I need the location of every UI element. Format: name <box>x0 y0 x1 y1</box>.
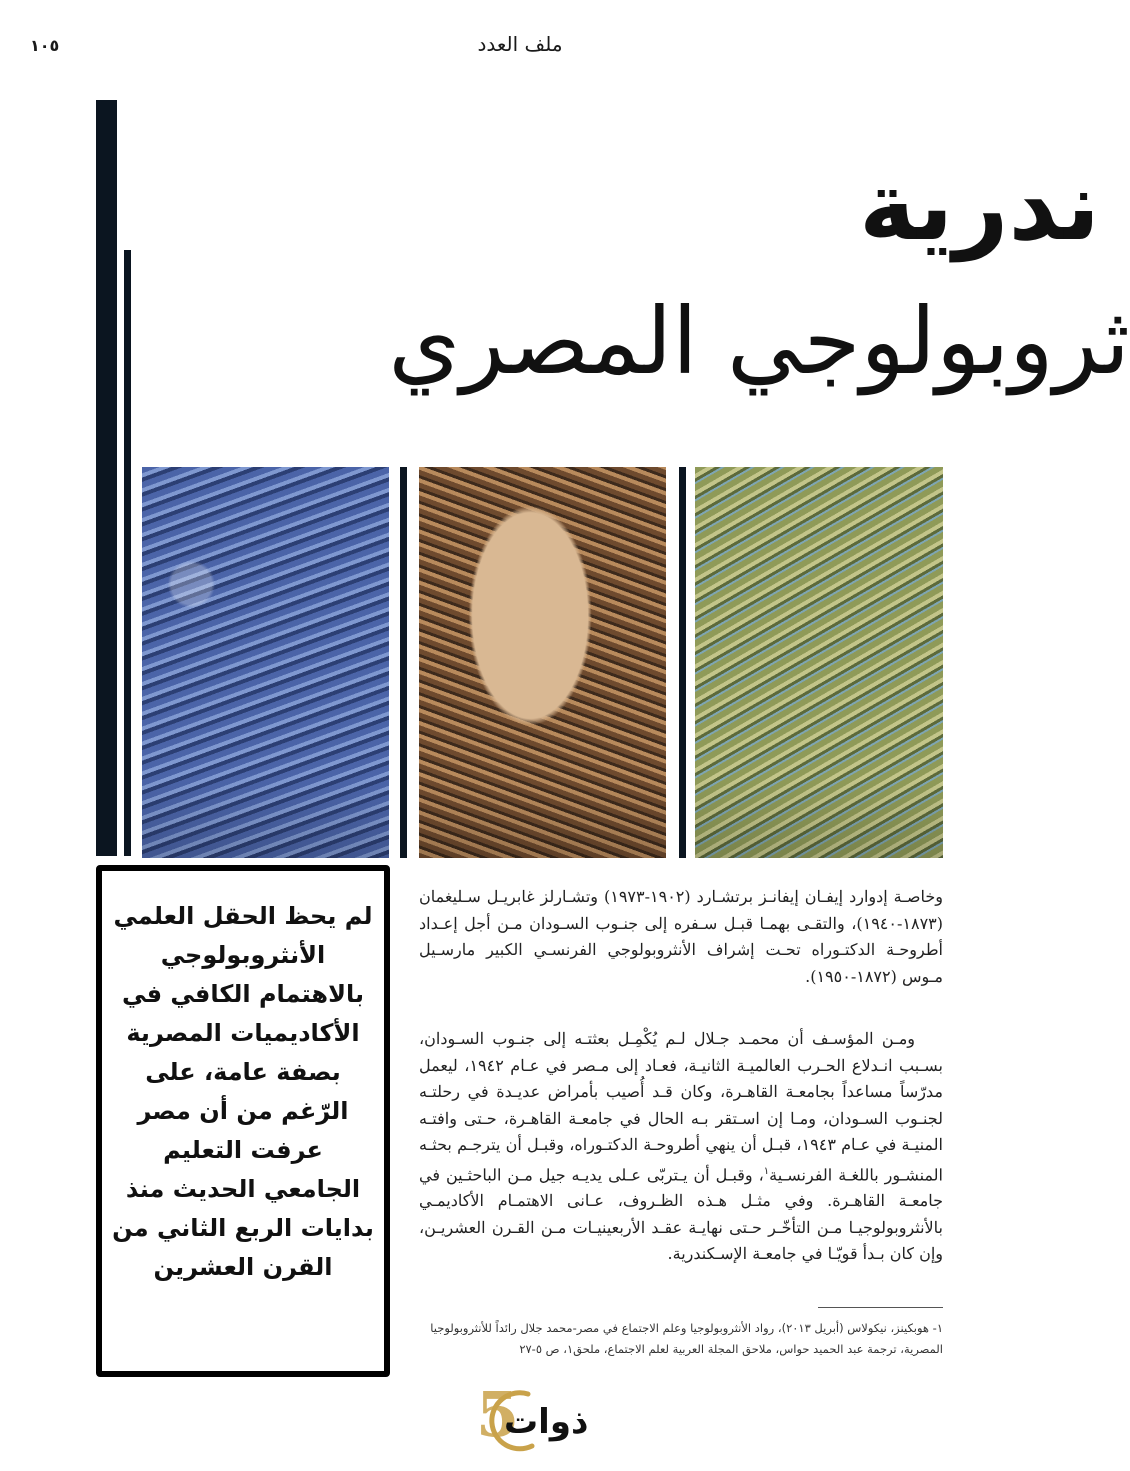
body-paragraph-2 <box>419 1026 943 1268</box>
footnote: ١- هوبكينز، نيكولاس (أبريل ٢٠١٣)، رواد الأنثروبولوجيا وعلم الاجتماع في مصر-محمد جلال رائداً للأنثروبولوجيا المصرية، ترجمة عبد الحميد حواس، ملاحق المجلة العربية لعلم الاجتماع، ملحق١، ص ٥-٢٧ <box>430 1321 943 1356</box>
logo-text: ذوات <box>504 1402 589 1442</box>
logo-number: 5 <box>476 1378 520 1451</box>
page-number: ١٠٥ <box>30 36 60 55</box>
crowd-photo-blue <box>142 467 389 858</box>
body-paragraph-1: وخاصـة إدوارد إيفـان إيفانـز برتشـارد (١٩٠٢-١٩٧٣) وتشـارلز غابريـل سـليغمان (١٨٧٣-١٩٤٠)، والتقـى بهمـا قبـل سـفره إلى جنـوب السـودان مـن أجل إعـداد أطروحـة الدكتـوراه تحـت إشراف الأنثروبولوجي الفرنسـي الكبير مارسـيل مـوس (١٨٧٢-١٩٥٠). <box>419 887 943 986</box>
crowd-photo-warm <box>419 467 666 858</box>
pull-quote-text: لم يحظ الحقل العلمي الأنثروبولوجي بالاهتمام الكافي في الأكاديميات المصرية بصفة عامة، على الرّغم من أن مصر عرفت التعليم الجامعي الحديث منذ بدايات الربع الثاني من القرن العشرين <box>112 902 374 1281</box>
magazine-logo <box>470 1380 615 1450</box>
footnote-rule <box>818 1307 943 1308</box>
title-line-2: ثروبولوجي المصري <box>388 288 1130 395</box>
title-line-1: ندرية <box>858 150 1100 262</box>
paragraph-text: ، وقبـل أن يـتربّى عـلى يديـه جيل مـن الباحثـين في جامعـة القاهـرة. وفي مثـل هـذه الظـروف، عـانى الاهتمـام الأكاديمـي بالأنثروبولوجيـا مـن التأخّـر حـتى نهايـة عقـد الأربعينيـات مـن القـرن العشريـن، وإن كان بـدأ قويّـا في جامعـة الإسـكندرية. <box>419 1164 944 1264</box>
crowd-photo-green <box>695 467 943 858</box>
pull-quote-box <box>96 865 390 1377</box>
running-head: ملف العدد <box>477 32 563 56</box>
photo-divider-bar <box>679 467 686 858</box>
photo-divider-bar <box>400 467 407 858</box>
footnote-reference[interactable]: ١ <box>763 1165 770 1177</box>
article-title <box>0 110 1130 430</box>
paragraph-text: ومـن المؤسـف أن محمـد جـلال لـم يُكْمِـل بعثتـه إلى جنـوب السـودان، بسـبب انـدلاع الحـرب العالميـة الثانيـة، فعـاد إلى مـصر في عـام ١٩٤٢، ليعمل مدرّساً مساعداً بجامعـة القاهـرة، وكان قـد أُصيب بأمراض عديـدة في رحلتـه لجنـوب السـودان، ومـا إن اسـتقر بـه الحال في جامعـة القاهـرة، حـتى وافتـه المنيـة في عـام ١٩٤٣، قبـل أن ينهي أطروحـة الدكتـوراه، وقبـل أن يترجـم بحثـه المنشـور باللغـة الفرنسـية <box>419 1029 944 1184</box>
